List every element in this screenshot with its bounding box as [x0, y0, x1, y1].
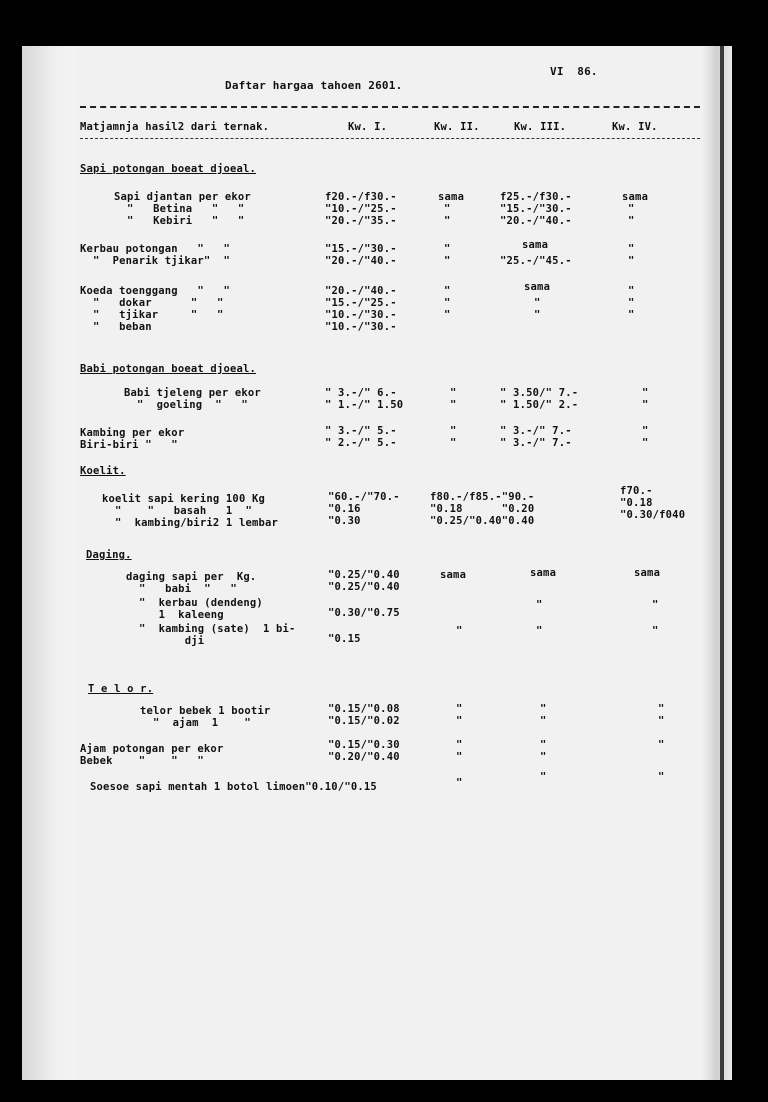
row-label: " Betina " ": [114, 203, 245, 215]
cell-kw4: ": [658, 715, 665, 727]
page-left-edge: [22, 46, 76, 1080]
cell-kw1: "10.-/"25.-: [325, 203, 397, 215]
cell-kw1: "0.15/"0.30: [328, 739, 400, 751]
cell-kw3: ": [540, 715, 547, 727]
cell-kw3: sama: [524, 281, 551, 293]
row-label: dji: [126, 635, 205, 647]
cell-kw2: ": [456, 739, 463, 751]
page-title: Daftar hargaa tahoen 2601.: [225, 79, 403, 92]
cell-kw1: "0.25/"0.40: [328, 569, 400, 581]
row-label: Ajam potongan per ekor: [80, 743, 224, 755]
cell-kw3: ": [540, 739, 547, 751]
row-label: " Penarik tjikar" ": [80, 255, 230, 267]
cell-kw1: "0.20/"0.40: [328, 751, 400, 763]
row-label: koelit sapi kering 100 Kg: [102, 493, 266, 505]
row-label: " kerbau (dendeng): [126, 597, 263, 609]
row-label: daging sapi per Kg.: [126, 571, 257, 583]
cell-kw1: "0.25/"0.40: [328, 581, 400, 593]
cell-kw3: " 1.50/" 2.-: [500, 399, 579, 411]
cell-kw2: ": [444, 215, 451, 227]
cell-kw2: ": [444, 297, 451, 309]
cell-kw1: "0.15/"0.08: [328, 703, 400, 715]
cell-kw2: ": [456, 777, 463, 789]
cell-kw2: ": [450, 387, 457, 399]
cell-kw1: "0.30/"0.75: [328, 607, 400, 619]
cell-kw4: ": [628, 215, 635, 227]
cell-kw4: ": [628, 309, 635, 321]
cell-kw2: "0.25/"0.40"0.40: [430, 515, 535, 527]
cell-kw1: f20.-/f30.-: [325, 191, 397, 203]
row-label: 1 kaleeng: [126, 609, 224, 621]
cell-kw4: ": [652, 599, 659, 611]
cell-kw4: ": [628, 297, 635, 309]
row-label: " " basah 1 ": [102, 505, 252, 517]
cell-kw4: ": [658, 703, 665, 715]
cell-kw4: ": [628, 285, 635, 297]
cell-kw2: ": [450, 437, 457, 449]
cell-kw3: ": [536, 599, 543, 611]
scanned-page: [22, 46, 732, 1080]
cell-kw4: ": [652, 625, 659, 637]
cell-kw3: "15.-/"30.-: [500, 203, 572, 215]
row-label: " beban: [80, 321, 152, 333]
row-label: Biri-biri " ": [80, 439, 178, 451]
cell-kw1: "20.-/"40.-: [325, 285, 397, 297]
cell-kw3: " 3.50/" 7.-: [500, 387, 579, 399]
cell-kw1: "10.-/"30.-: [325, 321, 397, 333]
cell-kw1: " 2.-/" 5.-: [325, 437, 397, 449]
cell-kw1: "0.30: [328, 515, 361, 527]
cell-kw3: sama: [530, 567, 557, 579]
row-label: telor bebek 1 bootir: [140, 705, 271, 717]
col-header-kw2: Kw. II.: [434, 121, 480, 133]
cell-kw4: ": [642, 387, 649, 399]
cell-kw2: ": [444, 309, 451, 321]
cell-kw2: "0.18 "0.20: [430, 503, 535, 515]
cell-kw1: " 3.-/" 5.-: [325, 425, 397, 437]
cell-kw3: "20.-/"40.-: [500, 215, 572, 227]
cell-kw3: f25.-/f30.-: [500, 191, 572, 203]
row-label: Soesoe sapi mentah 1 botol limoen"0.10/"0.15: [90, 781, 377, 793]
cell-kw2: sama: [440, 569, 467, 581]
row-label: " goeling " ": [124, 399, 248, 411]
section-title: Sapi potongan boeat djoeal.: [80, 163, 257, 175]
page-right-edge: [702, 46, 732, 1080]
cell-kw2: ": [444, 243, 451, 255]
cell-kw3: sama: [522, 239, 549, 251]
cell-kw3: " 3.-/" 7.-: [500, 425, 572, 437]
cell-kw4: ": [628, 255, 635, 267]
cell-kw1: "20.-/"40.-: [325, 255, 397, 267]
row-label: " ajam 1 ": [140, 717, 251, 729]
cell-kw3: " 3.-/" 7.-: [500, 437, 572, 449]
cell-kw3: ": [540, 703, 547, 715]
cell-kw4: ": [642, 425, 649, 437]
row-label: " kambing/biri2 1 lembar: [102, 517, 279, 529]
cell-kw1: "0.15: [328, 633, 361, 645]
row-label: Bebek " " ": [80, 755, 204, 767]
row-label: Kambing per ekor: [80, 427, 185, 439]
cell-kw4: sama: [634, 567, 661, 579]
cell-kw1: "0.16: [328, 503, 361, 515]
cell-kw4: ": [642, 437, 649, 449]
row-label: " kambing (sate) 1 bi-: [126, 623, 296, 635]
cell-kw4: ": [628, 243, 635, 255]
cell-kw3: "25.-/"45.-: [500, 255, 572, 267]
cell-kw3: ": [534, 309, 541, 321]
section-title: T e l o r.: [88, 683, 154, 695]
cell-kw1: "0.15/"0.02: [328, 715, 400, 727]
header-rule-top: [80, 106, 700, 108]
cell-kw4: sama: [622, 191, 649, 203]
row-label: Kerbau potongan " ": [80, 243, 230, 255]
cell-kw3: ": [536, 625, 543, 637]
cell-kw2: ": [456, 625, 463, 637]
col-header-kind: Matjamnja hasil2 dari ternak.: [80, 121, 270, 133]
cell-kw2: ": [444, 255, 451, 267]
cell-kw2: ": [450, 399, 457, 411]
row-label: Koeda toenggang " ": [80, 285, 230, 297]
header-rule-bottom: [80, 138, 700, 139]
cell-kw2: ": [456, 703, 463, 715]
cell-kw4: "0.18: [620, 497, 653, 509]
cell-kw1: "15.-/"30.-: [325, 243, 397, 255]
cell-kw2: f80.-/f85.-"90.-: [430, 491, 535, 503]
cell-kw4: f70.-: [620, 485, 653, 497]
cell-kw4: ": [658, 771, 665, 783]
page-number: VI 86.: [550, 65, 598, 78]
row-label: " Kebiri " ": [114, 215, 245, 227]
row-label: " babi " ": [126, 583, 237, 595]
cell-kw2: ": [450, 425, 457, 437]
cell-kw1: "10.-/"30.-: [325, 309, 397, 321]
cell-kw4: ": [658, 739, 665, 751]
col-header-kw3: Kw. III.: [514, 121, 567, 133]
cell-kw4: ": [628, 203, 635, 215]
cell-kw3: ": [540, 751, 547, 763]
section-title: Koelit.: [80, 465, 126, 477]
cell-kw4: "0.30/f040: [620, 509, 686, 521]
cell-kw1: "60.-/"70.-: [328, 491, 400, 503]
cell-kw2: ": [456, 715, 463, 727]
section-title: Babi potongan boeat djoeal.: [80, 363, 257, 375]
row-label: Babi tjeleng per ekor: [124, 387, 261, 399]
cell-kw2: ": [444, 285, 451, 297]
cell-kw3: ": [534, 297, 541, 309]
row-label: " tjikar " ": [80, 309, 224, 321]
cell-kw1: "20.-/"35.-: [325, 215, 397, 227]
cell-kw1: " 1.-/" 1.50: [325, 399, 404, 411]
cell-kw1: " 3.-/" 6.-: [325, 387, 397, 399]
cell-kw2: ": [456, 751, 463, 763]
cell-kw2: sama: [438, 191, 465, 203]
cell-kw2: ": [444, 203, 451, 215]
col-header-kw1: Kw. I.: [348, 121, 388, 133]
cell-kw4: ": [642, 399, 649, 411]
cell-kw3: ": [540, 771, 547, 783]
row-label: Sapi djantan per ekor: [114, 191, 251, 203]
binding-spine: [720, 46, 724, 1080]
cell-kw1: "15.-/"25.-: [325, 297, 397, 309]
col-header-kw4: Kw. IV.: [612, 121, 658, 133]
section-title: Daging.: [86, 549, 132, 561]
row-label: " dokar " ": [80, 297, 224, 309]
